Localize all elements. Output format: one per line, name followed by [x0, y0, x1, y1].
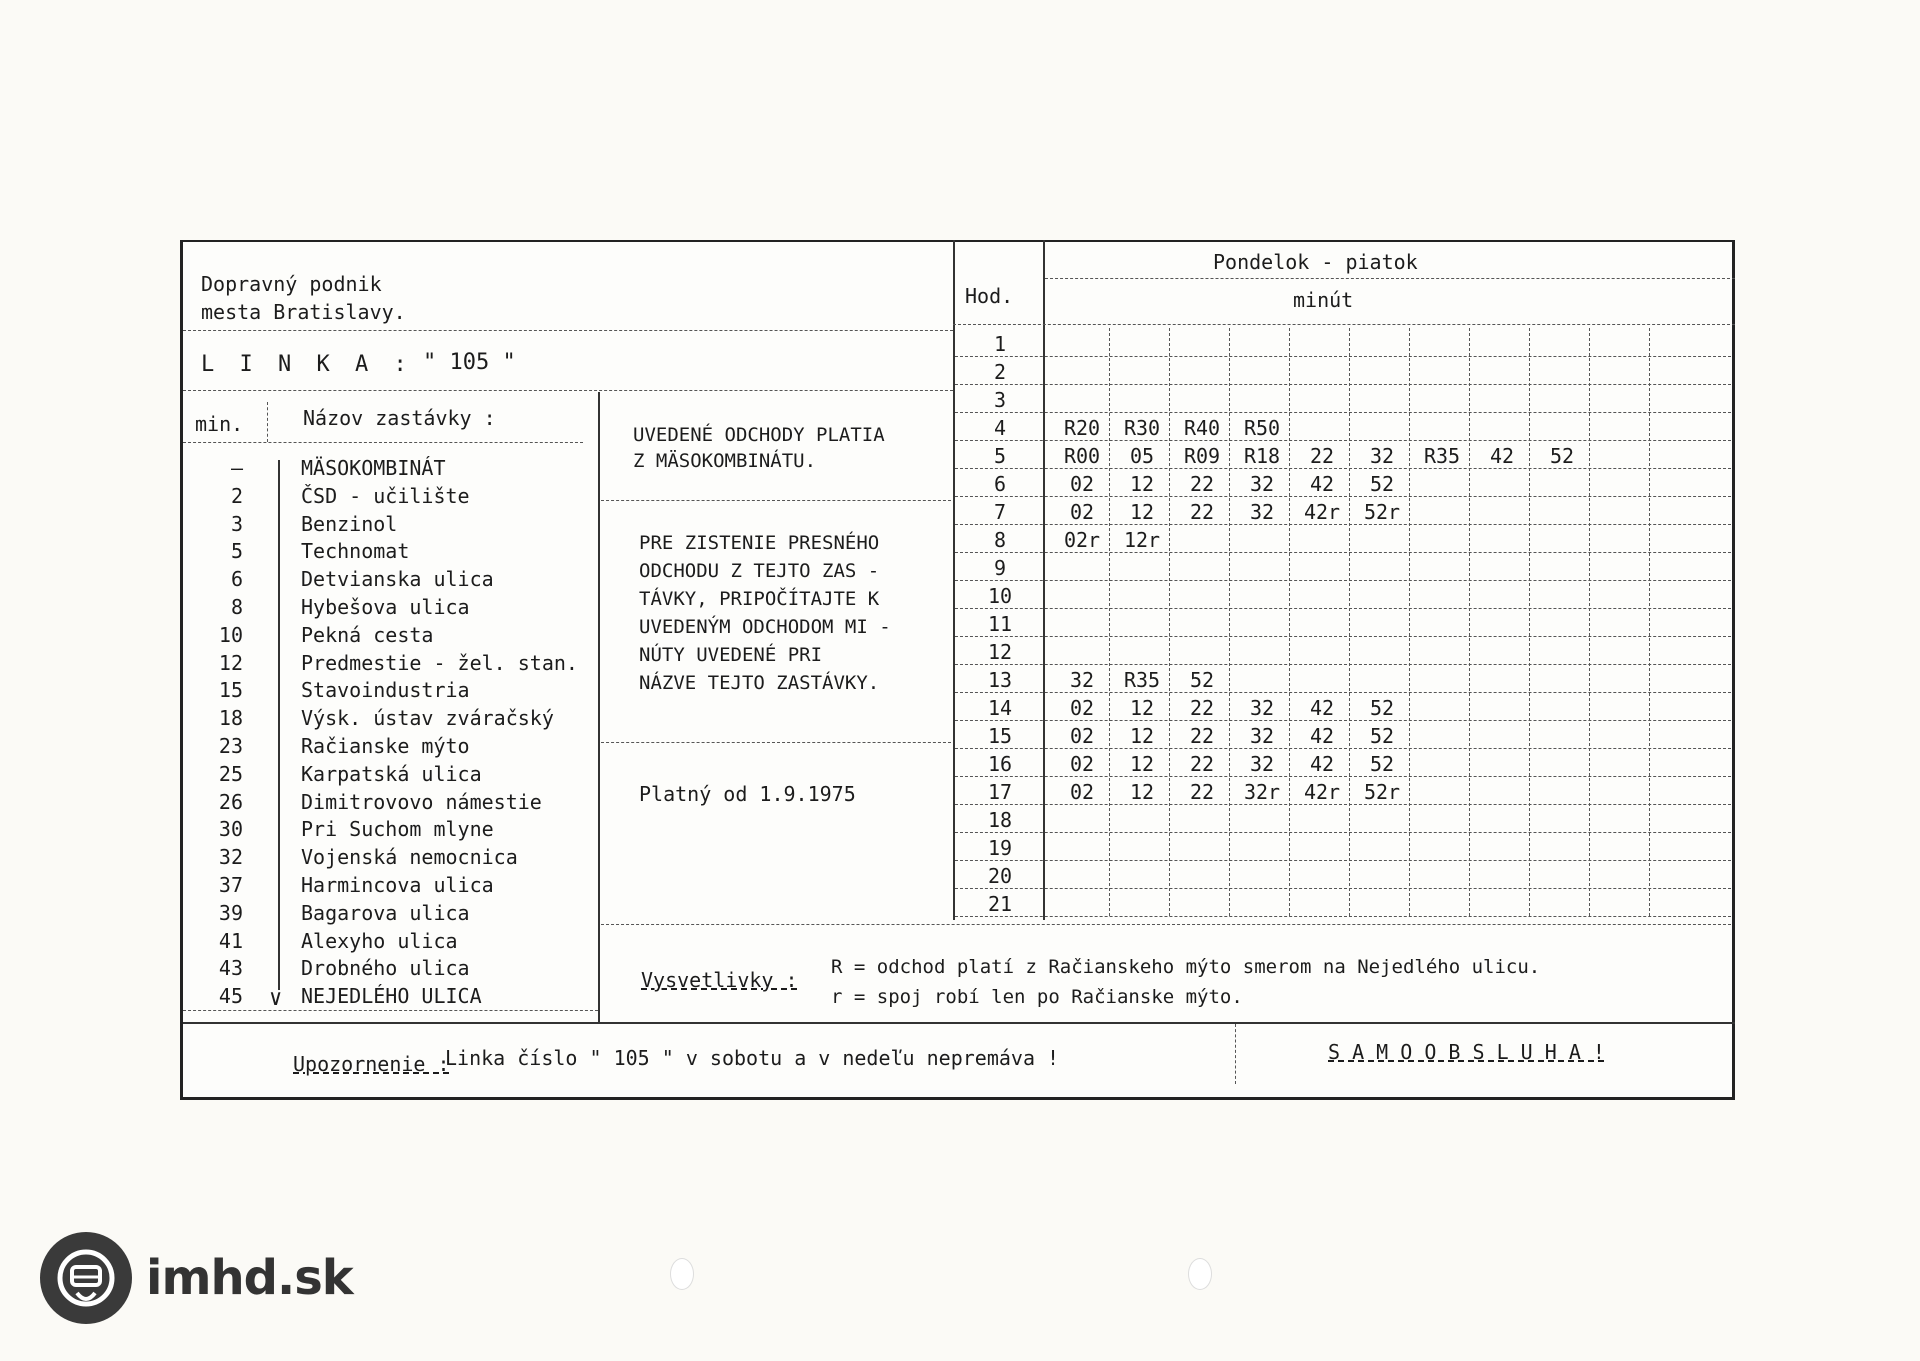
- note-departures-line1: UVEDENÉ ODCHODY PLATIA: [633, 424, 885, 446]
- hour-cell: 10: [987, 584, 1013, 608]
- stop-minute: 12: [218, 650, 243, 675]
- minute-cell: 12r: [1123, 528, 1161, 552]
- stop-minute: 18: [218, 706, 243, 731]
- hour-cell: 17: [987, 780, 1013, 804]
- hour-cell: 1: [993, 332, 1007, 356]
- minute-cell: 42: [1309, 752, 1335, 776]
- hour-cell: 15: [987, 724, 1013, 748]
- minute-cell: 22: [1309, 444, 1335, 468]
- hour-cell: 11: [987, 612, 1013, 636]
- legend-r-lower: r = spoj robí len po Račianske mýto.: [831, 986, 1243, 1008]
- minute-cell: R18: [1243, 444, 1281, 468]
- legend-label: Vysvetlivky :: [641, 968, 798, 992]
- note-calc-line: NÁZVE TEJTO ZASTÁVKY.: [639, 672, 880, 694]
- minute-cell: 32: [1249, 472, 1275, 496]
- minute-cell: 12: [1129, 500, 1155, 524]
- minute-cell: 12: [1129, 696, 1155, 720]
- bus-icon: [40, 1232, 132, 1324]
- hour-cell: 9: [993, 556, 1007, 580]
- minute-cell: 52: [1549, 444, 1575, 468]
- minute-cell: 02: [1069, 472, 1095, 496]
- minute-cell: 32: [1249, 500, 1275, 524]
- warning-label: Upozornenie :: [293, 1052, 450, 1076]
- minute-cell: 52: [1369, 724, 1395, 748]
- stop-minute: 2: [230, 483, 243, 508]
- minute-cell: 12: [1129, 472, 1155, 496]
- company-name-line2: mesta Bratislavy.: [201, 300, 406, 324]
- minute-cell: 12: [1129, 724, 1155, 748]
- stop-name: ČSD - učilište: [301, 483, 470, 508]
- legend-r-upper: R = odchod platí z Račianskeho mýto smerom na Nejedlého ulicu.: [831, 956, 1541, 978]
- minute-cell: R35: [1423, 444, 1461, 468]
- minute-cell: 52r: [1363, 500, 1401, 524]
- minute-cell: 32r: [1243, 780, 1281, 804]
- stop-minute: 45: [218, 984, 243, 1009]
- direction-arrow: [278, 460, 280, 990]
- stop-name: Karpatská ulica: [301, 761, 482, 786]
- minute-cell: 32: [1249, 752, 1275, 776]
- minute-cell: 52: [1369, 472, 1395, 496]
- stop-minute: 25: [218, 761, 243, 786]
- minute-cell: 52: [1369, 696, 1395, 720]
- minute-cell: 42: [1309, 472, 1335, 496]
- stop-name: Pekná cesta: [301, 622, 434, 647]
- minute-cell: 02: [1069, 752, 1095, 776]
- stop-minute: 26: [218, 789, 243, 814]
- minute-cell: 02: [1069, 780, 1095, 804]
- hour-cell: 21: [987, 892, 1013, 916]
- minute-cell: 22: [1189, 752, 1215, 776]
- minute-cell: R09: [1183, 444, 1221, 468]
- minute-cell: 22: [1189, 500, 1215, 524]
- stop-minute: 10: [218, 622, 243, 647]
- minute-cell: 42r: [1303, 500, 1341, 524]
- stop-minute: 30: [218, 817, 243, 842]
- minute-cell: 05: [1129, 444, 1155, 468]
- stop-minute: —: [230, 456, 243, 480]
- minute-cell: 02r: [1063, 528, 1101, 552]
- minute-cell: R40: [1183, 416, 1221, 440]
- stop-minute: 6: [230, 567, 243, 592]
- minute-cell: 12: [1129, 780, 1155, 804]
- minute-cell: 52: [1189, 668, 1215, 692]
- stop-name: Bagarova ulica: [301, 900, 470, 925]
- hour-cell: 3: [993, 388, 1007, 412]
- stop-minute: 37: [218, 873, 243, 897]
- stop-name: Račianske mýto: [301, 734, 470, 758]
- minute-cell: 22: [1189, 696, 1215, 720]
- punch-hole: [1188, 1258, 1212, 1290]
- hour-cell: 8: [993, 528, 1007, 552]
- arrow-head-icon: ∨: [269, 986, 283, 1011]
- note-departures-line2: Z MÄSOKOMBINÁTU.: [633, 450, 817, 472]
- minute-cell: 22: [1189, 780, 1215, 804]
- hour-cell: 12: [987, 640, 1013, 664]
- minute-cell: 52r: [1363, 780, 1401, 804]
- stop-name: MÄSOKOMBINÁT: [301, 456, 446, 480]
- minute-cell: 32: [1369, 444, 1395, 468]
- stop-name: Stavoindustria: [301, 678, 470, 703]
- note-calc-line: ODCHODU Z TEJTO ZAS -: [639, 560, 880, 582]
- minute-cell: 32: [1069, 668, 1095, 692]
- minute-cell: R30: [1123, 416, 1161, 440]
- self-service-notice: S A M O O B S L U H A !: [1328, 1040, 1605, 1064]
- minute-cell: 12: [1129, 752, 1155, 776]
- line-label: L I N K A :: [201, 352, 413, 377]
- stop-minute: 23: [218, 734, 243, 758]
- timetable-sheet: [180, 240, 1735, 1100]
- stop-name: Alexyho ulica: [301, 928, 458, 953]
- hour-cell: 18: [987, 808, 1013, 832]
- hour-cell: 20: [987, 864, 1013, 888]
- minute-cell: 22: [1189, 472, 1215, 496]
- stop-minute: 5: [230, 539, 243, 564]
- hour-cell: 13: [987, 668, 1013, 692]
- min-column-header: min.: [195, 412, 244, 436]
- stop-name: Benzinol: [301, 511, 398, 536]
- minute-cell: 32: [1249, 724, 1275, 748]
- minute-cell: 02: [1069, 724, 1095, 748]
- minute-cell: 52: [1369, 752, 1395, 776]
- hour-cell: 4: [993, 416, 1007, 440]
- note-calc-line: NÚTY UVEDENÉ PRI: [639, 644, 823, 666]
- minute-cell: 22: [1189, 724, 1215, 748]
- stop-name: Pri Suchom mlyne: [301, 817, 494, 842]
- stop-minute: 8: [230, 595, 243, 619]
- hour-cell: 6: [993, 472, 1007, 496]
- hour-cell: 5: [993, 444, 1007, 468]
- minute-cell: R50: [1243, 416, 1281, 440]
- stop-name: Dimitrovovo námestie: [301, 789, 542, 814]
- hour-column-header: Hod.: [965, 284, 1014, 308]
- minute-cell: 02: [1069, 696, 1095, 720]
- warning-text: Linka číslo " 105 " v sobotu a v nedeľu nepremáva !: [445, 1046, 1060, 1070]
- stop-name: Predmestie - žel. stan.: [301, 650, 578, 675]
- minute-cell: 32: [1249, 696, 1275, 720]
- stop-name: NEJEDLÉHO ULICA: [301, 984, 482, 1009]
- stop-minute: 43: [218, 956, 243, 981]
- punch-hole: [670, 1258, 694, 1290]
- stop-minute: 3: [230, 511, 243, 536]
- stop-minute: 41: [218, 928, 243, 953]
- minute-cell: 42r: [1303, 780, 1341, 804]
- stop-name: Hybešova ulica: [301, 595, 470, 619]
- minute-cell: 42: [1309, 724, 1335, 748]
- note-calc-line: TÁVKY, PRIPOČÍTAJTE K: [639, 588, 880, 610]
- minute-cell: 42: [1309, 696, 1335, 720]
- stop-minute: 39: [218, 900, 243, 925]
- stop-name: Drobného ulica: [301, 956, 470, 981]
- minute-cell: R00: [1063, 444, 1101, 468]
- stop-minute: 32: [218, 845, 243, 870]
- stop-name: Detvianska ulica: [301, 567, 494, 592]
- days-header: Pondelok - piatok: [1213, 250, 1418, 274]
- note-calc-line: UVEDENÝM ODCHODOM MI -: [639, 616, 891, 638]
- stop-name: Harmincova ulica: [301, 873, 494, 897]
- valid-from: Platný od 1.9.1975: [639, 782, 856, 806]
- minute-cell: 42: [1489, 444, 1515, 468]
- brand-text: imhd.sk: [146, 1250, 353, 1306]
- hour-cell: 19: [987, 836, 1013, 860]
- line-number: " 105 ": [423, 350, 516, 375]
- minute-cell: R35: [1123, 668, 1161, 692]
- hour-cell: 2: [993, 360, 1007, 384]
- stop-name: Vojenská nemocnica: [301, 845, 518, 870]
- company-name-line1: Dopravný podnik: [201, 272, 382, 296]
- minute-cell: 02: [1069, 500, 1095, 524]
- minutes-header: minút: [1293, 288, 1354, 312]
- hour-cell: 14: [987, 696, 1013, 720]
- hour-cell: 16: [987, 752, 1013, 776]
- hour-cell: 7: [993, 500, 1007, 524]
- stop-name-column-header: Názov zastávky :: [303, 406, 496, 430]
- note-calc-line: PRE ZISTENIE PRESNÉHO: [639, 532, 880, 554]
- imhd-logo: [40, 1228, 353, 1328]
- minute-cell: R20: [1063, 416, 1101, 440]
- stop-name: Výsk. ústav zváračský: [301, 706, 554, 731]
- stop-minute: 15: [218, 678, 243, 703]
- stop-name: Technomat: [301, 539, 410, 564]
